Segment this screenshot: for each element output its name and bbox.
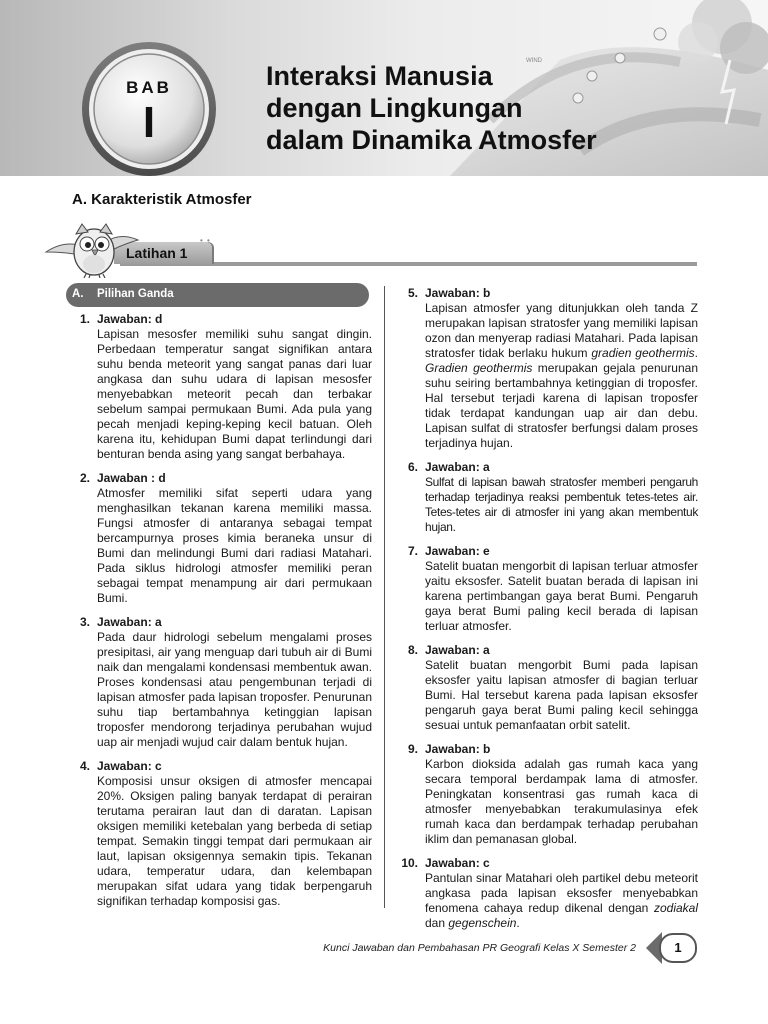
item-explanation: Pada daur hidrologi sebelum mengalami proses presipitasi, air yang menguap dari tubuh air di Bumi naik dan mengalami kondensasi membentuk awan. Proses kondensasi atau pengembunan terjadi di lapisan atmosfer pada lapisan troposfer. Penurunan suhu tiap bertambahnya ketinggian lapisan troposfer mendorong terjadinya perubahan wujud uap air menjadi wujud cair dalam bentuk hujan. xyxy=(97,630,372,749)
item-number: 2. xyxy=(79,471,90,485)
item-explanation: Komposisi unsur oksigen di atmosfer mencapai 20%. Oksigen paling banyak terdapat di perairan terutama perairan laut dan di daratan. Lapisan oksigen memiliki ketebalan yang berbeda di setiap tempat. Semakin tinggi tempat dari permukaan air laut, lapisan oksigennya semakin tipis. Tekanan udara, temperatur udara, dan kelembapan merupakan sifat udara yang tidak berpengaruh signifikan terhadap komposisi gas. xyxy=(97,774,372,908)
italic-term: Gradien geothermis xyxy=(425,361,533,375)
item-number: 5. xyxy=(407,286,418,300)
item-explanation xyxy=(425,301,698,451)
column-divider xyxy=(384,286,385,908)
chapter-title xyxy=(266,60,646,156)
item-number: 6. xyxy=(407,460,418,474)
owl-mascot-icon xyxy=(44,218,140,278)
item-answer: Jawaban: a xyxy=(425,643,490,657)
explanation-text: . xyxy=(516,916,520,930)
item-answer: Jawaban : d xyxy=(97,471,166,485)
item-answer: Jawaban: b xyxy=(425,742,491,756)
bab-label: BAB xyxy=(126,78,172,97)
italic-term: zodiakal xyxy=(653,901,698,915)
wind-label: WIND xyxy=(526,58,542,64)
item-number: 9. xyxy=(407,742,418,756)
list-item xyxy=(398,544,698,634)
item-explanation: Lapisan mesosfer memiliki suhu sangat dingin. Perbedaan temperatur sangat signifikan antara suhu benda meteorit yang sangat panas dari luar angkasa dan suhu udara di lapisan mesosfer menyebabkan meteorit pecah dan terbakar sebelum sampai permukaan Bumi. Ada pula yang pecah menjadi keping-keping kecil batuan. Oleh karena itu, kehidupan Bumi dapat terlindungi dari benturan benda asing yang sangat berbahaya. xyxy=(97,327,372,461)
item-explanation xyxy=(425,871,698,931)
explanation-text: dan xyxy=(425,916,449,930)
item-answer: Jawaban: a xyxy=(425,460,490,474)
explanation-text: merupakan gejala penurunan suhu seiring bertambahnya ketinggian di troposfer. Hal tersebut terjadi karena di lapisan troposfer tidak terdapat kandungan uap air dan debu. Lapisan sulfat di stratosfer berfungsi dalam proses terjadinya hujan. xyxy=(425,361,699,450)
decorative-dots: • • xyxy=(200,236,211,245)
bab-number: I xyxy=(142,98,156,147)
item-explanation: Satelit buatan mengorbit Bumi pada lapisan eksosfer yaitu lapisan atmosfer di bagian terluar Bumi. Hal tersebut karena pada lapisan eksosfer pengaruh gaya berat Bumi paling kecil sehingga sesuai untuk pemanfaatan orbit satelit. xyxy=(425,658,698,732)
list-item xyxy=(70,471,372,606)
list-item xyxy=(70,759,372,909)
explanation-text: . xyxy=(694,346,698,360)
list-item xyxy=(398,286,698,451)
chapter-title-line: dalam Dinamika Atmosfer xyxy=(266,125,597,155)
list-item xyxy=(398,742,698,847)
list-item xyxy=(70,312,372,462)
item-number: 7. xyxy=(407,544,418,558)
explanation-text: Pantulan sinar Matahari oleh partikel debu meteorit angkasa pada lapisan eksosfer menyebabkan fenomena cahaya redup dikenal dengan xyxy=(425,871,698,915)
italic-term: gegenschein xyxy=(448,916,517,930)
item-number: 10. xyxy=(401,856,418,870)
list-item xyxy=(398,856,698,931)
list-item xyxy=(398,643,698,733)
footer-text: Kunci Jawaban dan Pembahasan PR Geografi Kelas X Semester 2 xyxy=(323,942,636,954)
item-answer: Jawaban: b xyxy=(425,286,491,300)
bab-badge xyxy=(80,40,218,176)
item-number: 1. xyxy=(79,312,90,326)
chapter-banner xyxy=(0,0,768,176)
item-answer: Jawaban: e xyxy=(425,544,490,558)
section-heading: A. Karakteristik Atmosfer xyxy=(72,191,252,208)
item-number: 3. xyxy=(79,615,90,629)
page-number: 1 xyxy=(674,940,682,955)
list-item xyxy=(70,615,372,750)
left-column xyxy=(70,312,372,918)
item-answer: Jawaban: d xyxy=(97,312,163,326)
explanation-text: Lapisan atmosfer yang ditunjukkan oleh tanda Z merupakan lapisan stratosfer yang memiliki lapisan ozon dan menyerap radiasi Matahari. Pada lapisan stratosfer tidak berlaku hukum xyxy=(425,301,698,360)
subsection-letter: A. xyxy=(72,288,84,300)
item-answer: Jawaban: a xyxy=(97,615,162,629)
item-explanation: Satelit buatan mengorbit di lapisan terluar atmosfer yaitu eksosfer. Satelit buatan berada di lapisan ini karena pertimbangan gaya berat Bumi. Pengaruh gaya berat Bumi paling kecil berada di lapisan terluar atmosfer. xyxy=(425,559,698,633)
chapter-title-line: dengan Lingkungan xyxy=(266,93,523,123)
latihan-label: Latihan 1 xyxy=(126,245,188,261)
item-number: 8. xyxy=(407,643,418,657)
item-answer: Jawaban: c xyxy=(97,759,162,773)
list-item xyxy=(398,460,698,535)
item-number: 4. xyxy=(79,759,90,773)
chapter-title-line: Interaksi Manusia xyxy=(266,61,493,91)
item-explanation: Sulfat di lapisan bawah stratosfer memberi pengaruh terhadap terjadinya reaksi pembentuk tetes-tetes air. Tetes-tetes air di atmosfer ini yang akan membentuk hujan. xyxy=(425,475,698,534)
item-answer: Jawaban: c xyxy=(425,856,490,870)
right-column xyxy=(398,286,698,940)
item-explanation: Karbon dioksida adalah gas rumah kaca yang secara temporal berdampak lama di atmosfer. Peningkatan konsentrasi gas rumah kaca di atmosfer menyebabkan terakumulasinya efek rumah kaca dan berdampak terhadap perubahan iklim dan pemanasan global. xyxy=(425,757,698,846)
subsection-title: Pilihan Ganda xyxy=(97,288,174,300)
italic-term: gradien geothermis xyxy=(591,346,695,360)
item-explanation: Atmosfer memiliki sifat seperti udara yang menghasilkan tekanan karena memiliki massa. Fungsi atmosfer di antaranya sebagai tempat bercampurnya proses kimia beraneka unsur di Bumi dan melindungi Bumi dari radiasi Matahari. Pada siklus hidrologi atmosfer memiliki peran sebagai tempat menampung air dari permukaan Bumi. xyxy=(97,486,372,605)
